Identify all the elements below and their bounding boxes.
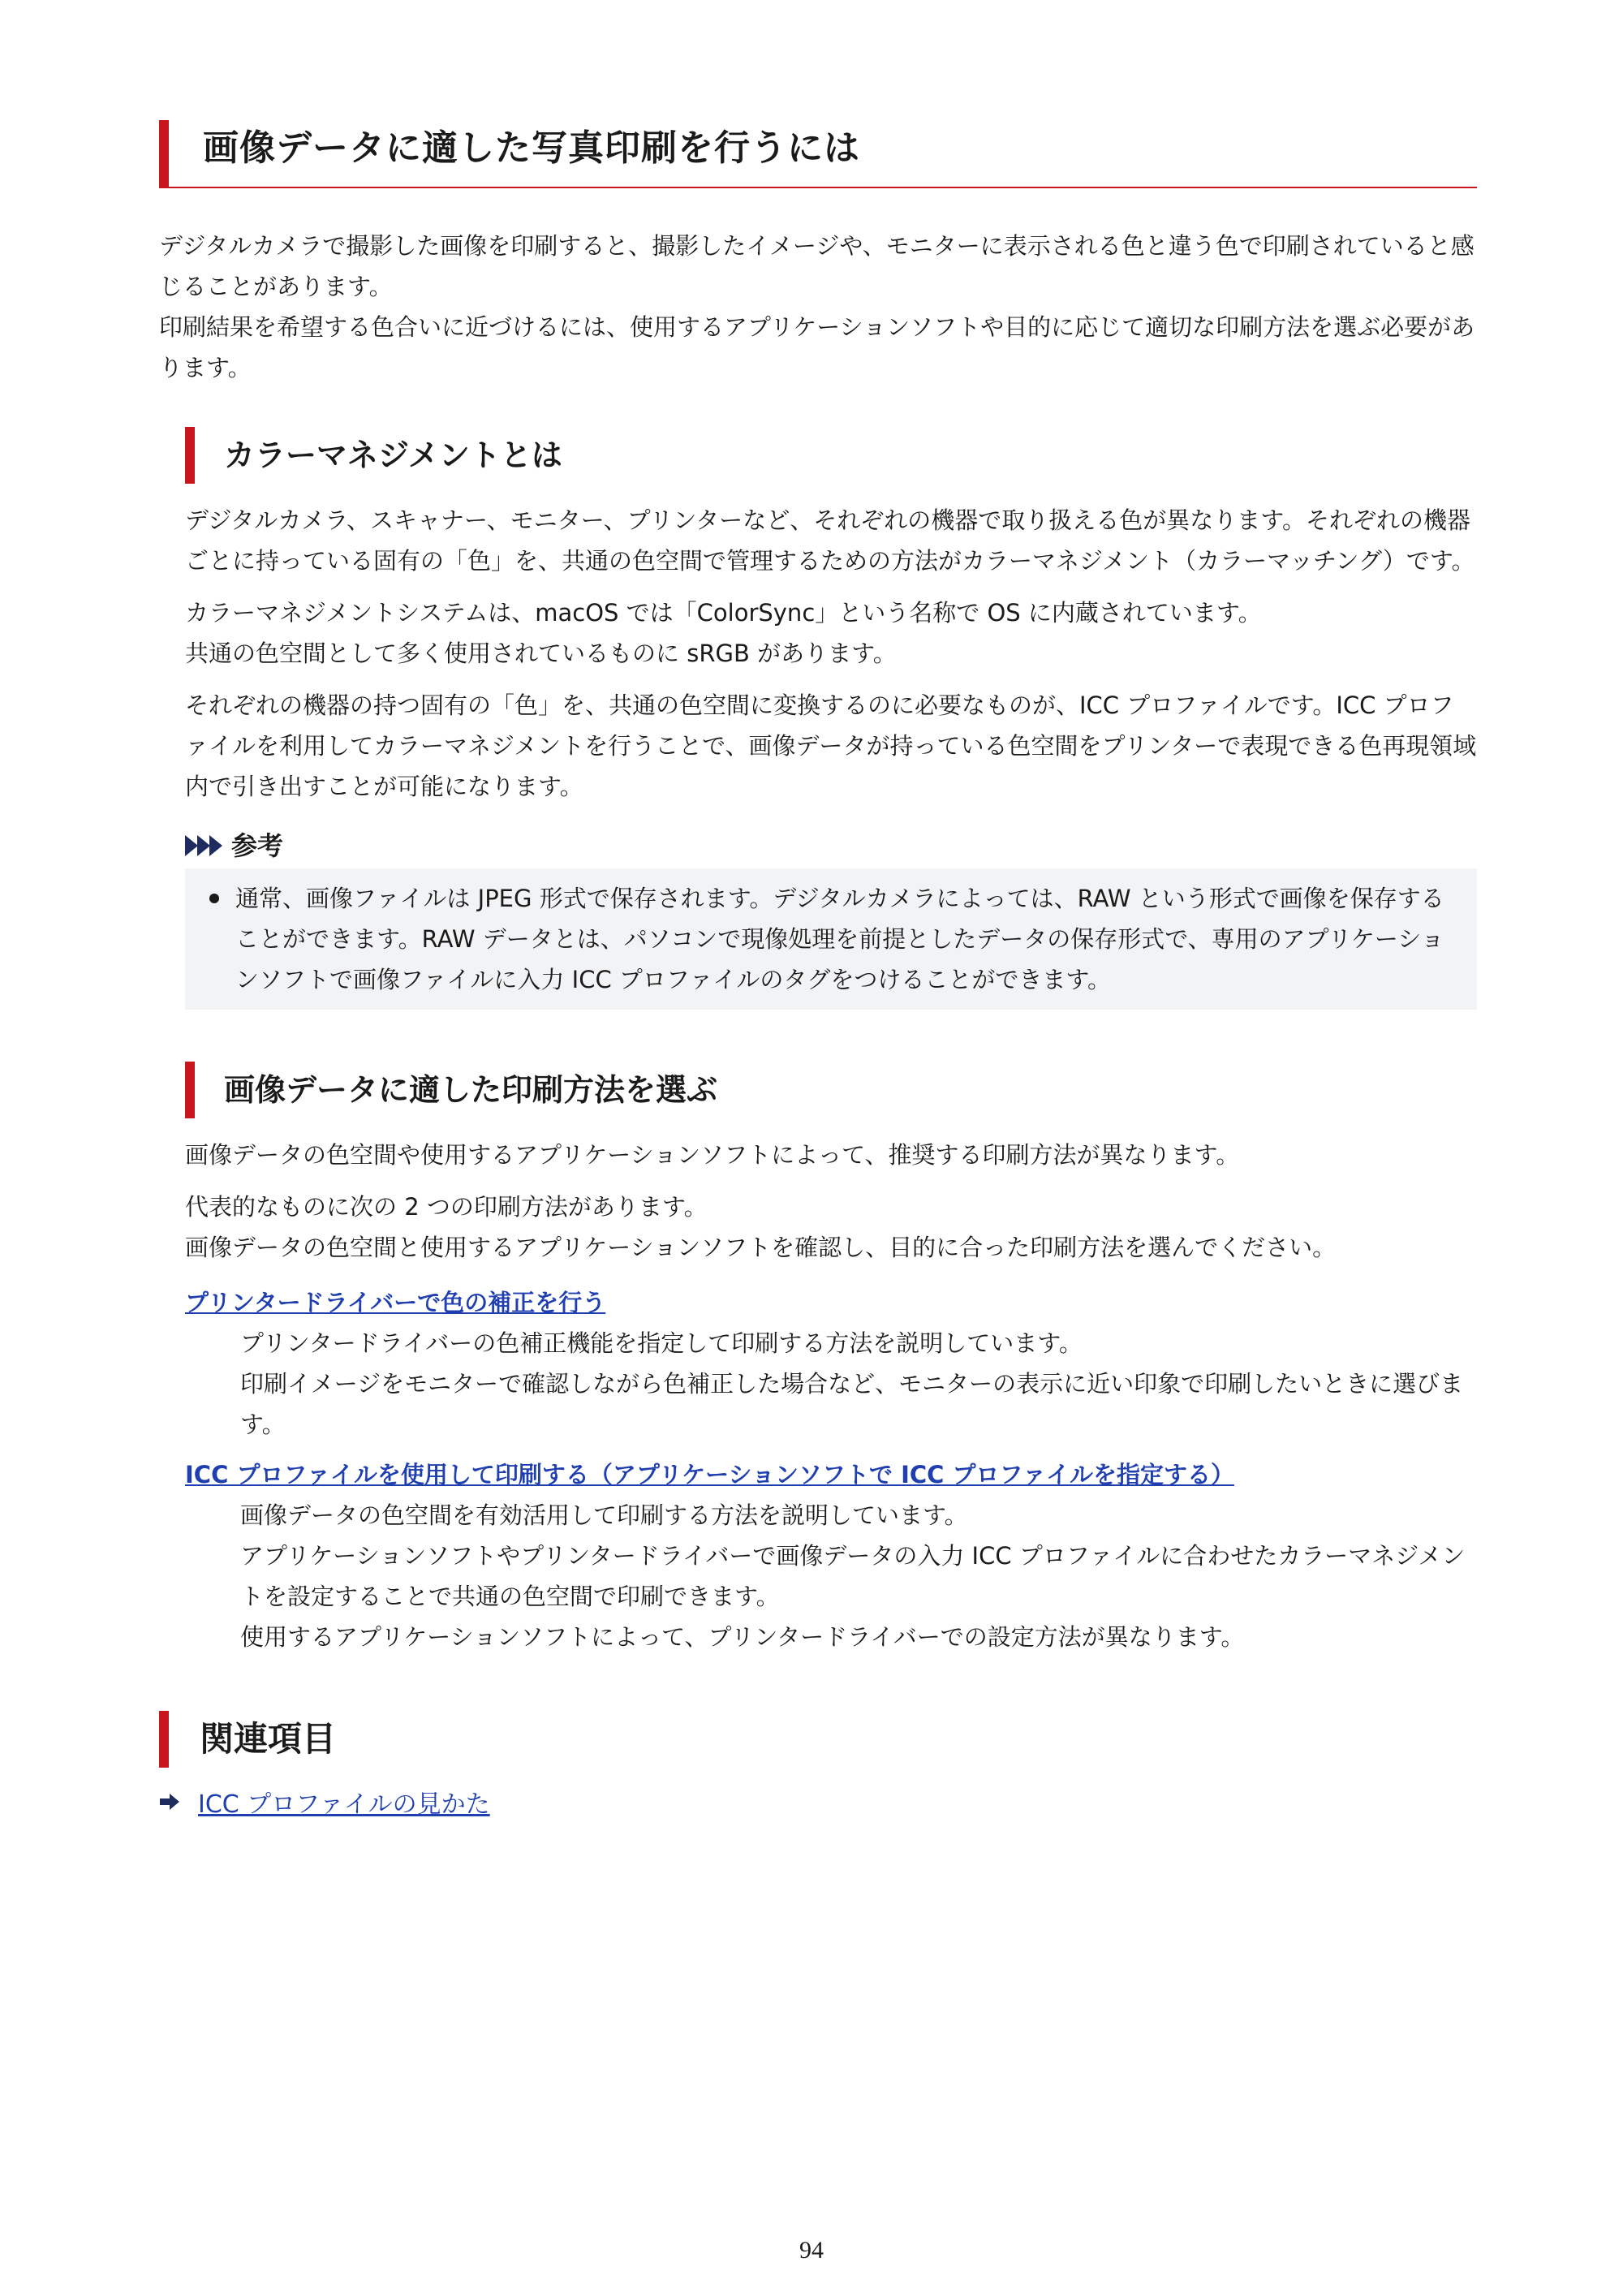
chevrons-icon xyxy=(185,835,222,856)
section-print-method xyxy=(185,1135,1477,1657)
related-item xyxy=(159,1784,1477,1820)
section-heading-color-management xyxy=(185,427,1477,484)
paragraph-group xyxy=(185,1187,1477,1268)
note-text: 通常、画像ファイルは JPEG 形式で保存されます。デジタルカメラによっては、RAW という形式で画像を保存することができます。RAW データとは、パソコンで現像処理を前提としたデータの保存形式で、専用のアプリケーションソフトで画像ファイルに入力 ICC プロファイルのタグをつけることができます。 xyxy=(235,885,1444,993)
paragraph: 代表的なものに次の 2 つの印刷方法があります。 xyxy=(185,1193,708,1221)
paragraph: デジタルカメラ、スキャナー、モニター、プリンターなど、それぞれの機器で取り扱える色が異なります。それぞれの機器ごとに持っている固有の「色」を、共通の色空間で管理するための方法がカラーマネジメント（カラーマッチング）です。 xyxy=(185,506,1475,575)
related-heading xyxy=(159,1711,1477,1768)
page-number: 94 xyxy=(799,2237,824,2264)
paragraph: カラーマネジメントシステムは、macOS では「ColorSync」という名称で OS に内蔵されています。 xyxy=(185,599,1262,627)
link-description xyxy=(240,1495,1477,1657)
paragraph: 画像データの色空間と使用するアプリケーションソフトを確認し、目的に合った印刷方法を選んでください。 xyxy=(185,1234,1337,1261)
link-driver-color-correction[interactable]: プリンタードライバーで色の補正を行う xyxy=(185,1289,606,1316)
paragraph-group xyxy=(185,592,1477,674)
note-box xyxy=(185,868,1477,1010)
section-heading-print-method xyxy=(185,1062,1477,1118)
section-heading-text: 画像データに適した印刷方法を選ぶ xyxy=(224,1072,718,1108)
intro-paragraph-2: 印刷結果を希望する色合いに近づけるには、使用するアプリケーションソフトや目的に応じて適切な印刷方法を選ぶ必要があります。 xyxy=(159,313,1475,381)
link-icc-profile-print[interactable]: ICC プロファイルを使用して印刷する（アプリケーションソフトで ICC プロファイルを指定する） xyxy=(185,1461,1234,1488)
description-line: 画像データの色空間を有効活用して印刷する方法を説明しています。 xyxy=(240,1501,968,1529)
section-accent-bar xyxy=(159,1711,169,1768)
paragraph: 画像データの色空間や使用するアプリケーションソフトによって、推奨する印刷方法が異なります。 xyxy=(185,1141,1240,1169)
document-page xyxy=(159,120,1477,1820)
description-line: 使用するアプリケーションソフトによって、プリンタードライバーでの設定方法が異なります。 xyxy=(240,1623,1245,1651)
section-accent-bar xyxy=(185,1062,195,1118)
intro-text xyxy=(159,226,1477,388)
link-icc-profile-view[interactable]: ICC プロファイルの見かた xyxy=(198,1790,490,1819)
arrow-right-icon xyxy=(159,1791,180,1812)
description-line: 印刷イメージをモニターで確認しながら色補正した場合など、モニターの表示に近い印象で印刷したいときに選びます。 xyxy=(240,1370,1464,1438)
paragraph: 共通の色空間として多く使用されているものに sRGB があります。 xyxy=(185,640,897,667)
title-accent-bar xyxy=(159,120,169,188)
related-heading-text: 関連項目 xyxy=(200,1719,337,1759)
note-label: 参考 xyxy=(231,830,284,861)
section-accent-bar xyxy=(185,427,195,484)
intro-paragraph-1: デジタルカメラで撮影した画像を印刷すると、撮影したイメージや、モニターに表示される色と違う色で印刷されていると感じることがあります。 xyxy=(159,232,1474,300)
section-color-management xyxy=(185,500,1477,1010)
paragraph: それぞれの機器の持つ固有の「色」を、共通の色空間に変換するのに必要なものが、ICC プロファイルです。ICC プロファイルを利用してカラーマネジメントを行うことで、画像データが持っている色空間をプリンターで表現できる色再現領域内で引き出すことが可能になります。 xyxy=(185,691,1477,800)
bullet-icon xyxy=(209,894,219,903)
description-line: プリンタードライバーの色補正機能を指定して印刷する方法を説明しています。 xyxy=(240,1329,1083,1357)
link-description xyxy=(240,1323,1477,1445)
note-heading xyxy=(185,828,1477,864)
page-title: 画像データに適した写真印刷を行うには xyxy=(203,127,860,169)
section-heading-text: カラーマネジメントとは xyxy=(224,437,562,473)
page-title-block xyxy=(159,120,1477,188)
description-line: アプリケーションソフトやプリンタードライバーで画像データの入力 ICC プロファイルに合わせたカラーマネジメントを設定することで共通の色空間で印刷できます。 xyxy=(240,1542,1466,1610)
